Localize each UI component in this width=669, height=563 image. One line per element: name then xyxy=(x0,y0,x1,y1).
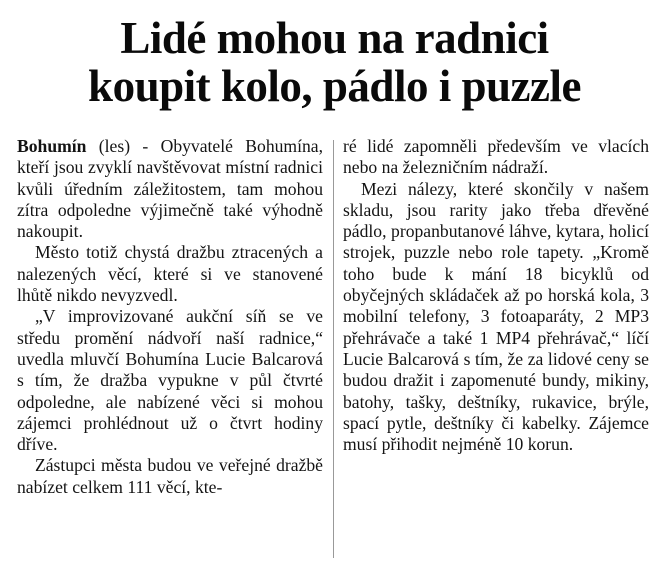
column-divider xyxy=(333,140,334,558)
paragraph-5: Mezi nálezy, které skončily v našem skladu, jsou rarity jako třeba dřevěné pádlo, propanbutanové láhve, kytara, holicí strojek, puzzle nebo role tapety. „Kromě toho bude k mání 18 bicyklů od obyčejných skládaček až po horská kola, 3 mobilní telefony, 3 fotoaparáty, 2 MP3 přehrávače a také 1 MP4 přehrávač,“ líčí Lucie Balcarová s tím, že za lidové ceny se budou dražit i zapomenuté bundy, mikiny, batohy, tašky, deštníky, rukavice, brýle, spací pytle, deštníky či kabelky. Zájemce musí přihodit nejméně 10 korun. xyxy=(343,178,649,455)
column-right xyxy=(343,136,649,455)
paragraph-lead xyxy=(17,136,323,242)
dateline-place: Bohumín xyxy=(17,136,87,156)
paragraph-3: „V improvizované aukční síň se ve středu promění nádvoří naší radnice,“ uvedla mluvčí Bohumína Lucie Balcarová s tím, že dražba vypukne v půl čtvrté odpoledne, ale nabízené věci si mohou zájemci prohlédnout už o čtvrt hodiny dříve. xyxy=(17,306,323,455)
headline xyxy=(0,14,669,110)
dateline-text: (les) - Obyvatelé Bohumína, kteří jsou zvyklí navštěvovat místní radnici kvůli úředním záležitostem, tam mohou zítra odpoledne výjimečně také výhodně nakoupit. xyxy=(17,136,323,242)
paragraph-2: Město totiž chystá dražbu ztracených a nalezených věcí, které si ve stanovené lhůtě nikdo nevyzvedl. xyxy=(17,242,323,306)
paragraph-4: Zástupci města budou ve veřejné dražbě nabízet celkem 111 věcí, kte- xyxy=(17,455,323,497)
headline-line-2: koupit kolo, pádlo i puzzle xyxy=(88,61,581,111)
headline-line-1: Lidé mohou na radnici xyxy=(120,13,549,63)
column-left xyxy=(17,136,323,498)
paragraph-4-continued: ré lidé zapomněli především ve vlacích nebo na železničním nádraží. xyxy=(343,136,649,178)
